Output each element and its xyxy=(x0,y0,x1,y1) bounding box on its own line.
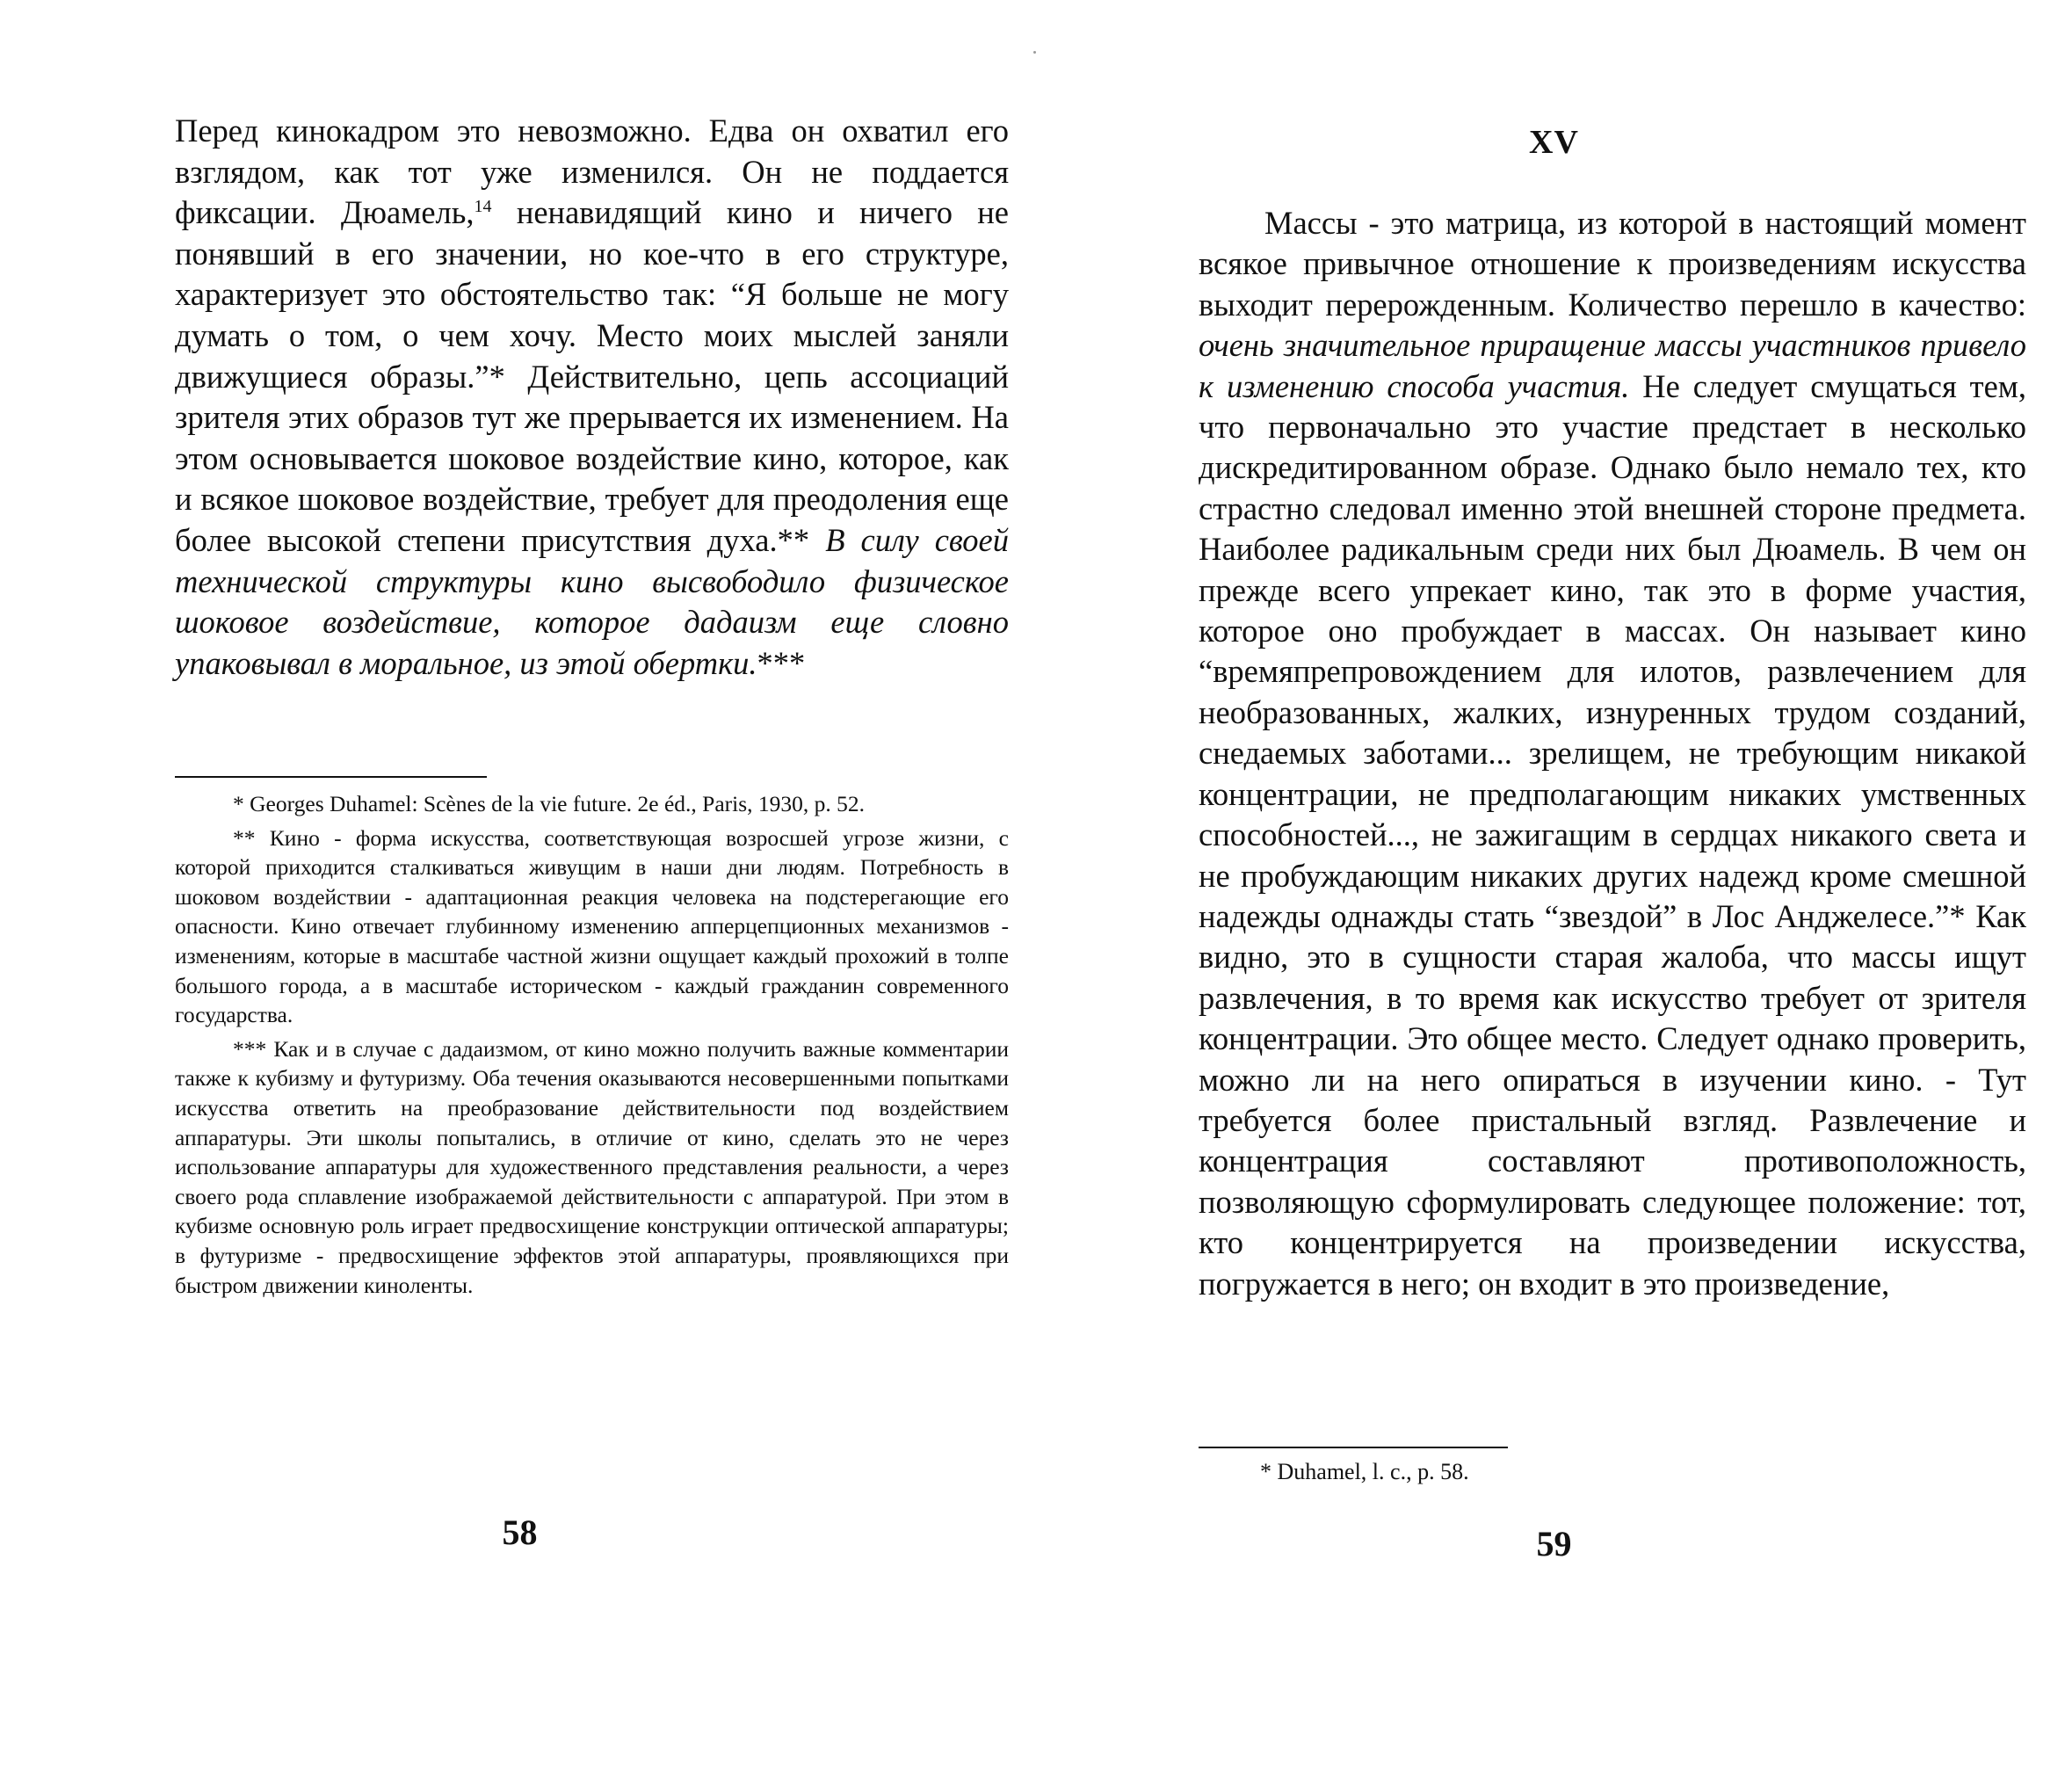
right-footnotes xyxy=(1199,1457,2026,1487)
right-page-number: 59 xyxy=(1536,1524,1572,1563)
left-body-end: *** xyxy=(757,644,806,681)
left-body-start: Перед кинокадром это невозможно. Едва он охватил его взглядом, как тот уже изменился. Он не поддается фиксации. Дюамель, xyxy=(175,112,1009,231)
footnote-right-1: * Duhamel, l. c., p. 58. xyxy=(1260,1459,1469,1484)
left-footnote-divider xyxy=(175,776,487,778)
footnote-ref-14: 14 xyxy=(474,197,492,217)
footnote-3: *** Как и в случае с дадаизмом, от кино можно получить важные комментарии также к кубизму и футуризму. Оба течения оказываются несовершенными попытками искусства ответить на преобразование действительности под воздействием аппаратуры. Эти школы попытались, в отличие от кино, сделать это не через использование аппаратуры для художественного представления реальности, а через своего рода сплавление изображаемой действительности с аппаратурой. При этом в кубизме основную роль играет предвосхищение конструкции оптической аппаратуры; в футуризме - предвосхищение эффектов этой аппаратуры, проявляющихся при быстром движении киноленты. xyxy=(175,1035,1009,1298)
right-body-end: Не следует смущаться тем, что первоначально это участие предстает в несколько дискредитированном образе. Однако было немало тех, кто страстно следовал именно этой внешней стороне предмета. Наиболее радикальным среди них был Дюамель. В чем он прежде всего упрекает кино, так это в форме участия, которое оно пробуждает в массах. Он называет кино “времяпрепровождением для илотов, развлечением для необразованных, жалких, изнуренных трудом созданий, снедаемых заботами... зрелищем, не требующим никакой концентрации, не предполагающим никаких умственных способностей..., не зажигащим в сердцах никакого света и не пробуждающим никаких других надежд кроме смешной надежды однажды стать “звездой” в Лос Анджелесе.”* Как видно, это в сущности старая жалоба, что массы ищут развлечения, в то время как искусство требует от зрителя концентрации. Это общее место. Следует однако проверить, можно ли на него опираться в изучении кино. - Тут требуется более пристальный взгляд. Развлечение и концентрация составляют противоположность, позволяющую сформулировать следующее положение: тот, кто концентрируется на произведении искусства, погружается в него; он входит в это произведение, xyxy=(1199,367,2027,1302)
right-body-start: Массы - это матрица, из которой в настоящий момент всякое привычное отношение к произведениям искусства выходит перерожденным. Количество перешло в качество: xyxy=(1199,205,2026,323)
footnote-1: * Georges Duhamel: Scènes de la vie future. 2e éd., Paris, 1930, p. 52. xyxy=(233,791,866,816)
left-page-number: 58 xyxy=(502,1512,538,1552)
right-body-paragraph xyxy=(1199,203,2026,1304)
left-body-paragraph xyxy=(175,111,1009,684)
right-footnote-divider xyxy=(1199,1447,1508,1448)
left-body-italic: В силу своей технической структуры кино высвободило физическое шоковое воздействие, которое дадаизм еще словно упаковывал в моральное, из этой обертки. xyxy=(175,521,1009,681)
footnote-2: ** Кино - форма искусства, соответствующая возросшей угрозе жизни, с которой приходится сталкиваться живущим в наши дни людям. Потребность в шоковом воздействии - адаптационная реакция человека на подстерегающие его опасности. Кино отвечает глубинному изменению апперцепционных механизмов - изменениям, которые в масштабе частной жизни ощущает каждый прохожий в толпе большого города, а в масштабе историческом - каждый гражданин современного государства. xyxy=(175,824,1009,1028)
left-footnotes xyxy=(175,789,1009,1304)
chapter-title: XV xyxy=(1529,124,1579,161)
left-body-middle: ненавидящий кино и ничего не понявший в его значении, но кое-что в его структуре, характеризует это обстоятельство так: “Я больше не могу думать о том, о чем хочу. Место моих мыслей заняли движущиеся образы.”* Действительно, цепь ассоциаций зрителя этих образов тут же прерывается их изменением. На этом основывается шоковое воздействие кино, которое, как и всякое шоковое воздействие, требует для преодоления еще более высокой степени присутствия духа.** xyxy=(175,194,1009,558)
right-body-italic: очень значительное приращение массы участников привело к изменению способа участия. xyxy=(1199,327,2026,404)
